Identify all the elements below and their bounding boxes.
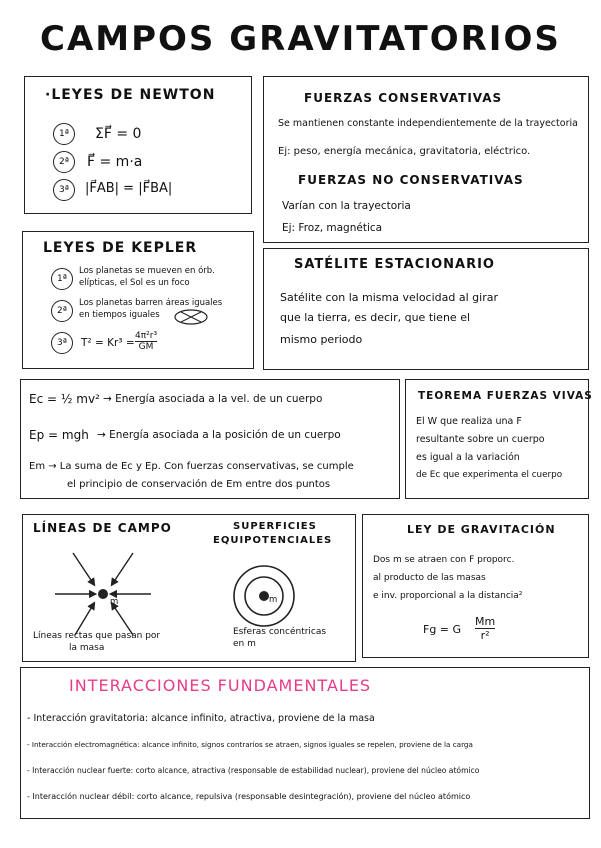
- newton-heading: ·LEYES DE NEWTON: [45, 87, 216, 103]
- teorema-line2: resultante sobre un cuerpo: [416, 434, 545, 445]
- kepler-law-2-line1: Los planetas barren áreas iguales: [79, 298, 223, 308]
- interaccion-gravitatoria: - Interacción gravitatoria: alcance infinito, atractiva, proviene de la masa: [27, 713, 375, 724]
- kepler-law-3-formula: T² = Kr³ =: [81, 337, 135, 349]
- kepler-law-2-number: 2ª: [51, 300, 73, 322]
- superficies-mass-label: m: [269, 595, 278, 605]
- lineas-box: [22, 514, 356, 662]
- satelite-line2: que la tierra, es decir, que tiene el: [280, 311, 471, 324]
- ec-formula: Ec = ½ mv²: [29, 392, 100, 406]
- lineas-heading: LÍNEAS DE CAMPO: [33, 521, 172, 535]
- fuerzas-no-conservativas-heading: FUERZAS NO CONSERVATIVAS: [298, 173, 524, 187]
- ep-formula: Ep = mgh: [29, 428, 89, 442]
- newton-box: [24, 76, 252, 214]
- fuerzas-conservativas-ej: Ej: peso, energía mecánica, gravitatoria, eléctrico.: [278, 146, 531, 157]
- ep-text: → Energía asociada a la posición de un cuerpo: [97, 429, 341, 441]
- kepler-law-1-line1: Los planetas se mueven en órb.: [79, 266, 215, 276]
- interacciones-heading: INTERACCIONES FUNDAMENTALES: [69, 676, 372, 695]
- energias-box: [20, 379, 400, 499]
- orbit-ellipse-icon: [173, 308, 209, 326]
- em-line1: Em → La suma de Ec y Ep. Con fuerzas conservativas, se cumple: [29, 461, 354, 472]
- fuerzas-conservativas-def: Se mantienen constante independientemente de la trayectoria: [278, 118, 578, 129]
- ley-heading: LEY DE GRAVITACIÓN: [407, 523, 556, 536]
- ley-box: [362, 514, 589, 658]
- kepler-law-3-denominator: GM: [138, 342, 154, 352]
- kepler-law-3-numerator: 4π²r³: [135, 331, 158, 341]
- newton-law-3-number: 3ª: [53, 179, 75, 201]
- interaccion-nuclear-fuerte: - Interacción nuclear fuerte: corto alcance, atractiva (responsable de estabilidad nuclear), proviene del núcleo atómico: [27, 766, 480, 775]
- kepler-box: [22, 231, 254, 369]
- ley-line2: al producto de las masas: [373, 573, 486, 583]
- field-lines-icon: [53, 549, 153, 639]
- interaccion-electromagnetica: - Interacción electromagnética: alcance infinito, signos contrarios se atraen, signos iguales se repelen, proviene de la carga: [27, 740, 473, 749]
- newton-law-2-number: 2ª: [53, 151, 75, 173]
- satelite-box: [263, 248, 589, 370]
- interacciones-box: [20, 667, 590, 819]
- ley-formula-fraction: [475, 615, 495, 642]
- kepler-law-1-number: 1ª: [51, 268, 73, 290]
- kepler-law-2-line2: en tiempos iguales: [79, 310, 160, 320]
- ley-formula-numerator: Mm: [475, 615, 496, 628]
- newton-law-3-formula: |F⃗AB| = |F⃗BA|: [85, 181, 173, 196]
- interaccion-nuclear-debil: - Interacción nuclear débil: corto alcance, repulsiva (responsable desintegración), proviene del núcleo atómico: [27, 792, 471, 801]
- page-title: CAMPOS GRAVITATORIOS: [40, 19, 561, 59]
- satelite-line3: mismo periodo: [280, 333, 363, 346]
- lineas-caption-2: la masa: [69, 643, 105, 653]
- fuerzas-no-conservativas-ej: Ej: Froz, magnética: [282, 222, 383, 234]
- teorema-line4: de Ec que experimenta el cuerpo: [416, 470, 563, 480]
- em-line2: el principio de conservación de Em entre dos puntos: [67, 479, 331, 490]
- field-mass-label: m: [110, 597, 119, 607]
- ec-text: → Energía asociada a la vel. de un cuerpo: [103, 393, 323, 405]
- kepler-heading: LEYES DE KEPLER: [43, 240, 198, 256]
- fuerzas-box: [263, 76, 589, 243]
- satelite-heading: SATÉLITE ESTACIONARIO: [294, 257, 495, 272]
- kepler-law-3-fraction: [135, 331, 157, 352]
- superficies-caption-1: Esferas concéntricas: [233, 627, 327, 637]
- kepler-law-1-line2: elípticas, el Sol es un foco: [79, 278, 190, 288]
- teorema-heading: TEOREMA FUERZAS VIVAS: [418, 390, 593, 402]
- superficies-caption-2: en m: [233, 639, 256, 649]
- ley-line1: Dos m se atraen con F proporc.: [373, 555, 515, 565]
- equipotential-surfaces-icon: [229, 561, 299, 631]
- satelite-line1: Satélite con la misma velocidad al girar: [280, 291, 498, 304]
- teorema-line1: El W que realiza una F: [416, 416, 522, 427]
- lineas-caption-1: Líneas rectas que pasan por: [33, 631, 161, 641]
- newton-law-1-formula: ΣF⃗ = 0: [95, 126, 142, 142]
- superficies-heading-2: EQUIPOTENCIALES: [213, 535, 333, 546]
- fuerzas-no-conservativas-def: Varían con la trayectoria: [282, 200, 411, 212]
- kepler-law-3-number: 3ª: [51, 332, 73, 354]
- ley-line3: e inv. proporcional a la distancia²: [373, 591, 523, 601]
- ley-formula-left: Fg = G: [423, 623, 462, 636]
- superficies-heading-1: SUPERFICIES: [233, 521, 317, 532]
- fuerzas-conservativas-heading: FUERZAS CONSERVATIVAS: [304, 91, 503, 105]
- newton-law-1-number: 1ª: [53, 123, 75, 145]
- teorema-line3: es igual a la variación: [416, 452, 520, 463]
- newton-law-2-formula: F⃗ = m·a: [87, 154, 143, 170]
- ley-formula-denominator: r²: [480, 629, 490, 642]
- teorema-box: [405, 379, 593, 499]
